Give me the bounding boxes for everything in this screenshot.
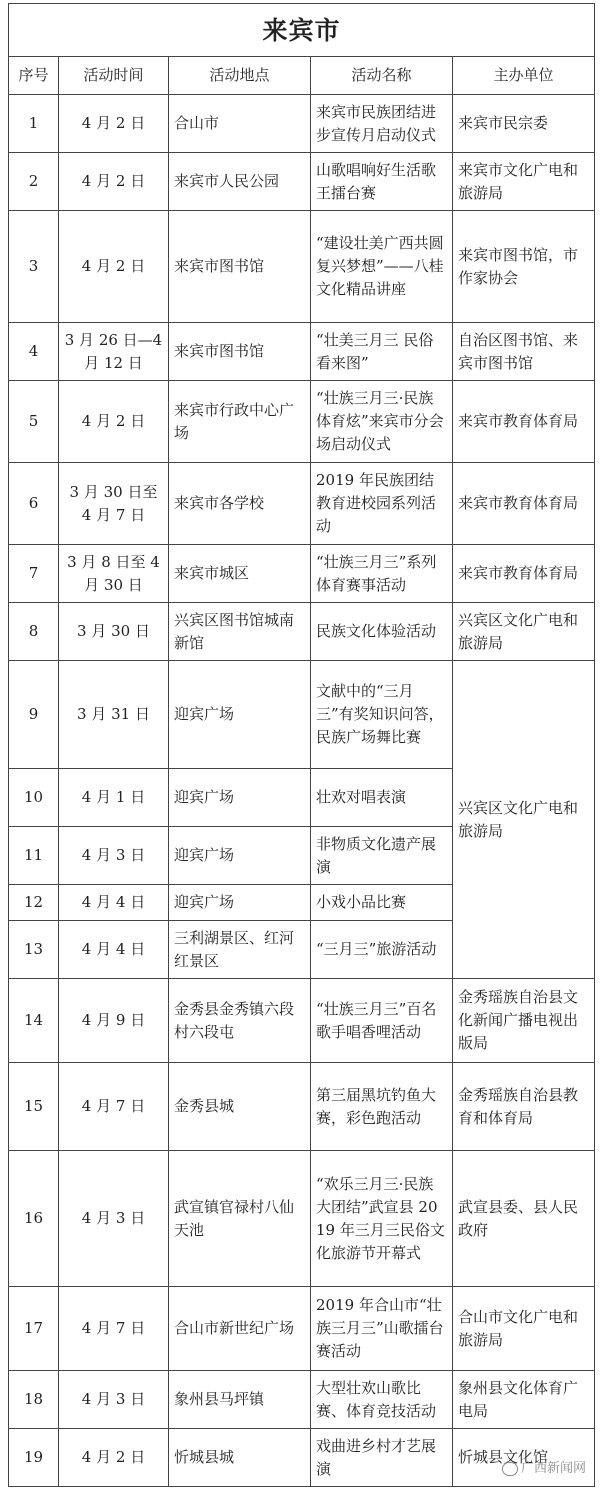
row-time: 4 月 7 日 — [59, 1287, 169, 1371]
row-activity: 壮欢对唱表演 — [311, 769, 453, 827]
source-watermark — [502, 1457, 586, 1476]
header-org: 主办单位 — [453, 57, 595, 95]
row-time: 3 月 30 日至 4 月 7 日 — [59, 463, 169, 545]
row-place: 来宾市行政中心广场 — [169, 381, 311, 463]
row-activity: 小戏小品比赛 — [311, 885, 453, 921]
row-no: 3 — [9, 211, 59, 323]
row-place: 来宾市图书馆 — [169, 211, 311, 323]
table-row — [9, 603, 595, 661]
row-no: 1 — [9, 95, 59, 153]
row-no: 8 — [9, 603, 59, 661]
row-org: 金秀瑶族自治县文化新闻广播电视出版局 — [453, 979, 595, 1063]
row-no: 4 — [9, 323, 59, 381]
row-activity: 民族文化体验活动 — [311, 603, 453, 661]
row-no: 18 — [9, 1371, 59, 1429]
row-time: 4 月 2 日 — [59, 1429, 169, 1487]
row-time: 4 月 2 日 — [59, 153, 169, 211]
row-time: 3 月 26 日—4 月 12 日 — [59, 323, 169, 381]
row-time: 4 月 2 日 — [59, 381, 169, 463]
row-no: 14 — [9, 979, 59, 1063]
row-time: 4 月 7 日 — [59, 1063, 169, 1151]
row-activity: “壮族三月三”系列体育赛事活动 — [311, 545, 453, 603]
row-activity: “建设壮美广西共圆复兴梦想”——八桂文化精品讲座 — [311, 211, 453, 323]
row-time: 4 月 4 日 — [59, 921, 169, 979]
row-org: 忻城县文化馆 — [453, 1429, 595, 1487]
row-no: 11 — [9, 827, 59, 885]
table-row — [9, 1151, 595, 1287]
row-activity: 文献中的“三月三”有奖知识问答，民族广场舞比赛 — [311, 661, 453, 769]
table-row — [9, 153, 595, 211]
row-org: 自治区图书馆、来宾市图书馆 — [453, 323, 595, 381]
table-row — [9, 323, 595, 381]
row-place: 三利湖景区、红河红景区 — [169, 921, 311, 979]
row-org: 来宾市教育体育局 — [453, 463, 595, 545]
row-org: 象州县文化体育广电局 — [453, 1371, 595, 1429]
row-activity: 山歌唱响好生活歌王擂台赛 — [311, 153, 453, 211]
table-row — [9, 545, 595, 603]
row-no: 10 — [9, 769, 59, 827]
row-place: 迎宾广场 — [169, 769, 311, 827]
row-org-merged: 兴宾区文化广电和旅游局 — [453, 661, 595, 979]
table-row — [9, 979, 595, 1063]
table-row — [9, 1287, 595, 1371]
table-row — [9, 463, 595, 545]
row-no: 19 — [9, 1429, 59, 1487]
row-time: 3 月 8 日至 4 月 30 日 — [59, 545, 169, 603]
row-place: 象州县马坪镇 — [169, 1371, 311, 1429]
row-place: 来宾市城区 — [169, 545, 311, 603]
row-org: 来宾市民宗委 — [453, 95, 595, 153]
row-org: 来宾市图书馆，市作家协会 — [453, 211, 595, 323]
table-title: 来宾市 — [9, 4, 595, 57]
row-org: 武宣县委、县人民政府 — [453, 1151, 595, 1287]
row-activity: 来宾市民族团结进步宣传月启动仪式 — [311, 95, 453, 153]
row-place: 合山市 — [169, 95, 311, 153]
row-place: 武宣镇官禄村八仙天池 — [169, 1151, 311, 1287]
header-name: 活动名称 — [311, 57, 453, 95]
row-activity: “三月三”旅游活动 — [311, 921, 453, 979]
row-no: 7 — [9, 545, 59, 603]
row-no: 12 — [9, 885, 59, 921]
header-row — [9, 57, 595, 95]
row-no: 17 — [9, 1287, 59, 1371]
row-org: 金秀瑶族自治县教育和体育局 — [453, 1063, 595, 1151]
table-row — [9, 661, 595, 769]
row-place: 金秀县城 — [169, 1063, 311, 1151]
row-no: 15 — [9, 1063, 59, 1151]
row-place: 来宾市人民公园 — [169, 153, 311, 211]
header-place: 活动地点 — [169, 57, 311, 95]
row-activity: 2019 年民族团结教育进校园系列活动 — [311, 463, 453, 545]
row-no: 5 — [9, 381, 59, 463]
row-activity: 戏曲进乡村才艺展演 — [311, 1429, 453, 1487]
row-time: 4 月 3 日 — [59, 827, 169, 885]
table-row — [9, 1371, 595, 1429]
row-org: 来宾市文化广电和旅游局 — [453, 153, 595, 211]
row-place: 兴宾区图书馆城南新馆 — [169, 603, 311, 661]
row-activity: 非物质文化遗产展演 — [311, 827, 453, 885]
row-org: 合山市文化广电和旅游局 — [453, 1287, 595, 1371]
row-time: 4 月 9 日 — [59, 979, 169, 1063]
row-org: 兴宾区文化广电和旅游局 — [453, 603, 595, 661]
row-activity: “欢乐三月三·民族大团结”武宣县 2019 年三月三民俗文化旅游节开幕式 — [311, 1151, 453, 1287]
row-time: 4 月 2 日 — [59, 95, 169, 153]
row-no: 9 — [9, 661, 59, 769]
row-activity: 2019 年合山市“壮族三月三”山歌擂台赛活动 — [311, 1287, 453, 1371]
row-place: 合山市新世纪广场 — [169, 1287, 311, 1371]
row-place: 迎宾广场 — [169, 661, 311, 769]
row-no: 6 — [9, 463, 59, 545]
row-place: 来宾市图书馆 — [169, 323, 311, 381]
watermark-text: 广西新闻网 — [520, 1461, 586, 1476]
row-place: 金秀县金秀镇六段村六段屯 — [169, 979, 311, 1063]
table-row — [9, 211, 595, 323]
activity-table — [8, 3, 595, 1487]
row-activity: 大型壮欢山歌比赛、体育竞技活动 — [311, 1371, 453, 1429]
table-row — [9, 95, 595, 153]
row-no: 16 — [9, 1151, 59, 1287]
row-org: 来宾市教育体育局 — [453, 381, 595, 463]
row-place: 迎宾广场 — [169, 885, 311, 921]
row-activity: “壮族三月三”百名歌手唱香哩活动 — [311, 979, 453, 1063]
row-activity: 第三届黑坑钓鱼大赛，彩色跑活动 — [311, 1063, 453, 1151]
header-no: 序号 — [9, 57, 59, 95]
row-place: 迎宾广场 — [169, 827, 311, 885]
row-time: 3 月 30 日 — [59, 603, 169, 661]
row-place: 来宾市各学校 — [169, 463, 311, 545]
table-row — [9, 381, 595, 463]
table-row — [9, 1063, 595, 1151]
row-no: 13 — [9, 921, 59, 979]
row-no: 2 — [9, 153, 59, 211]
row-time: 4 月 2 日 — [59, 211, 169, 323]
row-org: 来宾市教育体育局 — [453, 545, 595, 603]
row-time: 4 月 1 日 — [59, 769, 169, 827]
row-time: 3 月 31 日 — [59, 661, 169, 769]
header-time: 活动时间 — [59, 57, 169, 95]
row-activity: “壮美三月三 民俗看来图” — [311, 323, 453, 381]
row-time: 4 月 3 日 — [59, 1151, 169, 1287]
row-time: 4 月 4 日 — [59, 885, 169, 921]
row-place: 忻城县城 — [169, 1429, 311, 1487]
row-time: 4 月 3 日 — [59, 1371, 169, 1429]
chat-bubble-icon — [502, 1462, 518, 1476]
row-activity: “壮族三月三·民族体育炫”来宾市分会场启动仪式 — [311, 381, 453, 463]
